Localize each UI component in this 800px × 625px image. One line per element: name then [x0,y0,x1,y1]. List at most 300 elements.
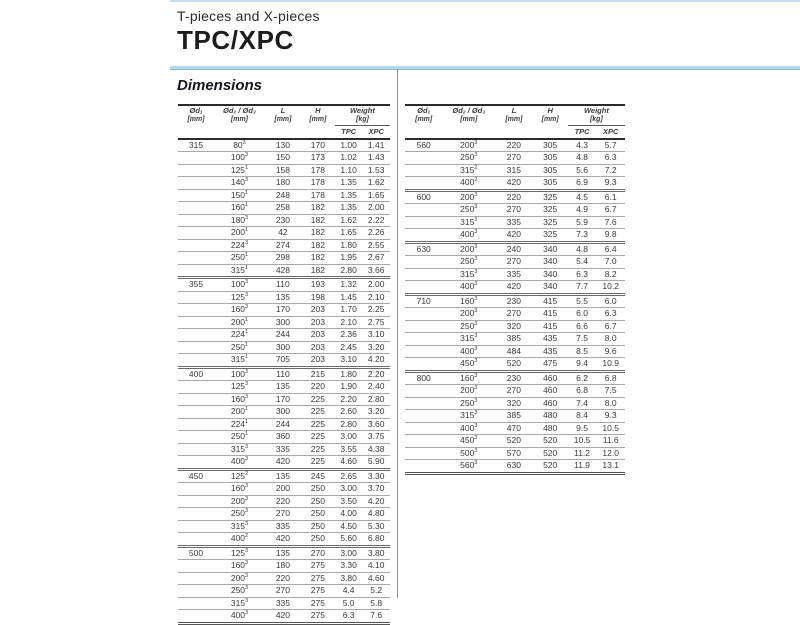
cell-tpc: 7.3 [568,229,597,243]
cell-d1 [178,393,214,406]
cell-d1 [405,229,442,243]
cell-xpc: 2.20 [362,367,390,381]
table-row [178,214,390,227]
cell-tpc: 1.35 [335,202,363,215]
cell-h: 250 [301,508,335,521]
cell-d2: $250^3$ [214,585,265,598]
cell-h: 203 [301,354,335,368]
cell-d1 [405,164,442,177]
table-row [178,329,390,342]
table-row [405,294,625,308]
table-row [178,406,390,419]
cell-tpc: 3.55 [335,443,363,456]
cell-d1 [178,202,214,215]
cell-tpc: 10.5 [568,435,597,448]
cell-h: 275 [301,572,335,585]
dimensions-table-left [178,104,390,625]
cell-tpc: 1.35 [335,177,363,190]
cell-d1 [405,358,442,372]
column-divider [397,70,398,598]
cell-l: 335 [495,216,532,229]
table-row [405,204,625,217]
table-row [178,202,390,215]
cell-d1 [178,418,214,431]
cell-d2: $125^2$ [214,469,265,483]
cell-h: 305 [533,164,568,177]
cell-d2: $250^1$ [214,252,265,265]
cell-tpc: 1.65 [335,227,363,240]
table-row [178,139,390,152]
cell-h: 275 [301,585,335,598]
cell-d1 [178,329,214,342]
cell-d2: $100^3$ [214,367,265,381]
cell-d1 [178,443,214,456]
cell-l: 130 [275,139,291,150]
cell-d1 [405,308,442,321]
cell-d1 [178,483,214,496]
cell-h: 275 [301,560,335,573]
table-row [178,291,390,304]
cell-d2: $140^3$ [214,177,265,190]
cell-xpc: 1.65 [362,189,390,202]
table-row [405,447,625,460]
cell-xpc: 2.55 [362,239,390,252]
table-row [178,443,390,456]
cell-tpc: 2.80 [335,418,363,431]
cell-d2: $100^3$ [214,278,265,292]
cell-xpc: 8.0 [596,397,625,410]
dimensions-table-right [405,104,625,475]
cell-l: 385 [495,410,532,423]
cell-xpc: 7.5 [596,385,625,398]
cell-l: 244 [265,329,301,342]
cell-d2: $250^3$ [214,508,265,521]
cell-d1: 450 [178,469,214,483]
cell-d2: $200^3$ [442,385,495,398]
cell-h: 340 [533,242,568,256]
cell-l: 110 [265,367,301,381]
cell-xpc: 1.53 [362,164,390,177]
cell-d1 [178,316,214,329]
cell-xpc: 6.1 [596,190,625,204]
cell-d1: 500 [178,546,214,560]
cell-d1 [405,268,442,281]
cell-d2: $315^3$ [442,410,495,423]
cell-d1: 560 [416,139,431,150]
table-row [178,164,390,177]
cell-d2: $200^3$ [460,139,478,150]
cell-d2: $250^3$ [442,256,495,269]
cell-d1: 800 [405,371,442,385]
cell-h: 178 [301,177,335,190]
cell-h: 305 [543,139,558,150]
cell-h: 340 [533,281,568,295]
cell-h: 225 [301,456,335,470]
table-header [178,105,390,139]
table-row [178,239,390,252]
header-xpc: XPC [596,126,625,139]
cell-tpc: 6.8 [568,385,597,398]
table-row [178,520,390,533]
cell-h: 305 [533,177,568,191]
cell-tpc: 2.20 [335,393,363,406]
cell-tpc: 7.4 [568,397,597,410]
cell-xpc: 6.80 [362,533,390,547]
cell-h: 225 [301,406,335,419]
cell-d2: $224^3$ [214,239,265,252]
table-row [405,229,625,243]
table-row [178,560,390,573]
cell-d2: $315^3$ [214,597,265,610]
cell-d1 [178,164,214,177]
cell-xpc: 9.8 [596,229,625,243]
cell-l: 630 [495,460,532,474]
cell-d1: 710 [405,294,442,308]
cell-d1 [405,177,442,191]
cell-h: 415 [533,320,568,333]
cell-tpc: 4.8 [568,242,597,256]
table-row [178,278,390,292]
cell-tpc: 7.5 [568,333,597,346]
cell-l: 170 [265,304,301,317]
header-h: H [mm] [301,105,335,126]
cell-xpc: 6.7 [596,204,625,217]
cell-l: 484 [495,345,532,358]
cell-tpc: 3.30 [335,560,363,573]
table-row [405,190,625,204]
cell-xpc: 7.6 [596,216,625,229]
cell-l: 385 [495,333,532,346]
table-row [178,341,390,354]
cell-h: 325 [533,190,568,204]
cell-h: 220 [301,381,335,394]
cell-d2: $400^3$ [442,422,495,435]
cell-l: 135 [265,291,301,304]
cell-d1: 630 [405,242,442,256]
cell-tpc: 2.65 [335,469,363,483]
cell-l: 300 [265,316,301,329]
cell-l: 270 [495,204,532,217]
cell-d1 [178,152,214,165]
top-divider-rule [170,0,800,2]
cell-h: 520 [533,460,568,474]
cell-l: 320 [495,397,532,410]
cell-d2: $250^1$ [214,341,265,354]
cell-d1 [405,204,442,217]
cell-xpc: 7.6 [362,610,390,624]
cell-l: 420 [265,533,301,547]
cell-d1 [405,152,442,165]
cell-tpc: 1.02 [335,152,363,165]
cell-d1 [178,520,214,533]
header-h: H [mm] [533,105,568,126]
cell-d1 [178,597,214,610]
cell-xpc: 7.0 [596,256,625,269]
cell-xpc: 3.80 [362,546,390,560]
cell-l: 274 [265,239,301,252]
cell-d1 [178,533,214,547]
cell-d2: $250^3$ [442,152,495,165]
cell-d1 [178,406,214,419]
table-row [178,264,390,278]
cell-tpc: 6.9 [568,177,597,191]
cell-d2: $250^1$ [214,431,265,444]
cell-xpc: 6.3 [596,308,625,321]
cell-xpc: 3.75 [362,431,390,444]
table-row [405,268,625,281]
cell-d2: $224^1$ [214,329,265,342]
cell-tpc: 7.7 [568,281,597,295]
cell-tpc: 4.8 [568,152,597,165]
cell-l: 220 [506,139,521,150]
header-d23: Ød₂ / Ød₃ [mm] [214,105,265,126]
table-row [178,418,390,431]
cell-l: 220 [495,190,532,204]
cell-xpc: 2.40 [362,381,390,394]
table-row [405,422,625,435]
cell-d2: $100^3$ [214,152,265,165]
cell-d1 [178,456,214,470]
cell-h: 182 [301,252,335,265]
cell-h: 305 [533,152,568,165]
cell-d2: $160^3$ [442,371,495,385]
cell-d1 [178,252,214,265]
cell-d1: 355 [178,278,214,292]
cell-d2: $250^3$ [442,397,495,410]
table-row [178,585,390,598]
cell-tpc: 4.60 [335,456,363,470]
cell-h: 340 [533,256,568,269]
header-d1: Ød₁ [mm] [405,105,442,126]
table-row [405,308,625,321]
cell-d1 [405,435,442,448]
left-table-body [178,139,390,624]
page-kicker: T-pieces and X-pieces [177,8,320,24]
table-row [405,281,625,295]
cell-l: 335 [495,268,532,281]
cell-h: 182 [301,214,335,227]
cell-tpc: 1.00 [340,139,357,150]
cell-l: 270 [495,385,532,398]
page-title: TPC/XPC [177,25,294,55]
table-row [405,460,625,474]
cell-h: 460 [533,397,568,410]
cell-d2: $400^3$ [442,229,495,243]
cell-h: 182 [301,227,335,240]
cell-tpc: 6.3 [568,268,597,281]
cell-tpc: 2.60 [335,406,363,419]
cell-l: 200 [265,483,301,496]
cell-h: 182 [301,264,335,278]
cell-h: 250 [301,520,335,533]
cell-l: 520 [495,358,532,372]
cell-l: 230 [265,214,301,227]
cell-d2: $400^3$ [214,610,265,624]
cell-l: 244 [265,418,301,431]
cell-h: 250 [301,483,335,496]
cell-d1 [178,572,214,585]
cell-h: 325 [533,229,568,243]
cell-d2: $200^1$ [214,406,265,419]
cell-d2: $400^3$ [442,345,495,358]
cell-d1 [405,345,442,358]
cell-xpc: 2.67 [362,252,390,265]
cell-l: 428 [265,264,301,278]
cell-d2: $315^3$ [442,268,495,281]
cell-tpc: 1.62 [335,214,363,227]
cell-xpc: 4.80 [362,508,390,521]
cell-h: 250 [301,533,335,547]
cell-d1 [405,447,442,460]
cell-d2: $315^3$ [442,216,495,229]
table-row [405,397,625,410]
cell-d1 [405,422,442,435]
cell-d1 [405,256,442,269]
cell-d2: $250^3$ [442,320,495,333]
table-row [405,358,625,372]
cell-tpc: 6.0 [568,308,597,321]
cell-d1 [405,281,442,295]
cell-xpc: 4.10 [362,560,390,573]
cell-h: 182 [301,202,335,215]
cell-tpc: 8.4 [568,410,597,423]
cell-h: 275 [301,597,335,610]
cell-h: 225 [301,431,335,444]
cell-l: 705 [265,354,301,368]
cell-l: 320 [495,320,532,333]
cell-d1 [178,610,214,624]
cell-d2: $125^3$ [214,381,265,394]
table-row [405,152,625,165]
table-row [178,597,390,610]
cell-d1 [405,216,442,229]
cell-l: 158 [265,164,301,177]
cell-h: 203 [301,341,335,354]
cell-d1 [178,189,214,202]
cell-d1 [178,341,214,354]
cell-d1 [178,291,214,304]
cell-xpc: 6.4 [596,242,625,256]
cell-d2: $315^3$ [442,333,495,346]
cell-d1: 400 [178,367,214,381]
cell-l: 270 [265,508,301,521]
cell-tpc: 6.2 [568,371,597,385]
table-row [178,572,390,585]
cell-tpc: 9.5 [568,422,597,435]
table-row [178,354,390,368]
header-weight: Weight [kg] [335,105,390,126]
cell-d1 [178,431,214,444]
cell-xpc: 3.20 [362,341,390,354]
cell-l: 315 [495,164,532,177]
cell-d1 [405,397,442,410]
cell-l: 298 [265,252,301,265]
cell-l: 270 [495,308,532,321]
cell-tpc: 4.5 [568,190,597,204]
cell-l: 170 [265,393,301,406]
cell-d2: $400^3$ [442,281,495,295]
cell-tpc: 3.00 [335,431,363,444]
table-row [178,393,390,406]
cell-l: 220 [265,495,301,508]
cell-h: 203 [301,304,335,317]
table-row [405,216,625,229]
cell-h: 245 [301,469,335,483]
cell-d2: $80^3$ [233,139,246,150]
table-row [178,189,390,202]
cell-l: 135 [265,381,301,394]
cell-tpc: 1.95 [335,252,363,265]
header-xpc: XPC [362,126,390,139]
cell-tpc: 4.3 [576,139,588,150]
cell-d2: $250^3$ [442,204,495,217]
cell-h: 520 [533,447,568,460]
header-l: L [mm] [495,105,532,126]
cell-h: 225 [301,418,335,431]
cell-l: 335 [265,597,301,610]
cell-d2: $400^2$ [214,533,265,547]
page-header [177,8,320,56]
cell-tpc: 5.0 [335,597,363,610]
cell-d1: 600 [405,190,442,204]
cell-d2: $450^3$ [442,435,495,448]
cell-l: 470 [495,422,532,435]
cell-d2: $400^3$ [214,456,265,470]
cell-tpc: 1.90 [335,381,363,394]
cell-tpc: 4.9 [568,204,597,217]
header-d23: Ød₂ / Ød₃ [mm] [442,105,495,126]
cell-h: 178 [301,164,335,177]
cell-xpc: 2.10 [362,291,390,304]
table-row [405,164,625,177]
cell-l: 420 [265,610,301,624]
cell-tpc: 1.35 [335,189,363,202]
cell-l: 150 [265,152,301,165]
cell-d1 [178,239,214,252]
cell-xpc: 3.66 [362,264,390,278]
cell-l: 220 [265,572,301,585]
cell-h: 225 [301,393,335,406]
cell-xpc: 2.80 [362,393,390,406]
table-row [405,139,625,152]
cell-tpc: 5.5 [568,294,597,308]
cell-h: 173 [301,152,335,165]
cell-d1: 315 [188,139,204,150]
table-header [405,105,625,139]
cell-xpc: 6.3 [596,152,625,165]
cell-l: 248 [265,189,301,202]
cell-h: 325 [533,204,568,217]
cell-l: 230 [495,294,532,308]
cell-d2: $125^3$ [214,291,265,304]
cell-h: 198 [301,291,335,304]
cell-xpc: 8.0 [596,333,625,346]
cell-d1 [405,385,442,398]
cell-tpc: 11.9 [568,460,597,474]
cell-xpc: 1.41 [367,139,385,150]
cell-d1 [178,354,214,368]
cell-d2: $200^3$ [442,308,495,321]
cell-xpc: 8.2 [596,268,625,281]
table-row [178,227,390,240]
cell-d1 [178,495,214,508]
cell-xpc: 4.38 [362,443,390,456]
table-row [178,469,390,483]
table-row [178,304,390,317]
cell-h: 475 [533,358,568,372]
cell-tpc: 1.80 [335,239,363,252]
cell-d2: $160^3$ [214,483,265,496]
